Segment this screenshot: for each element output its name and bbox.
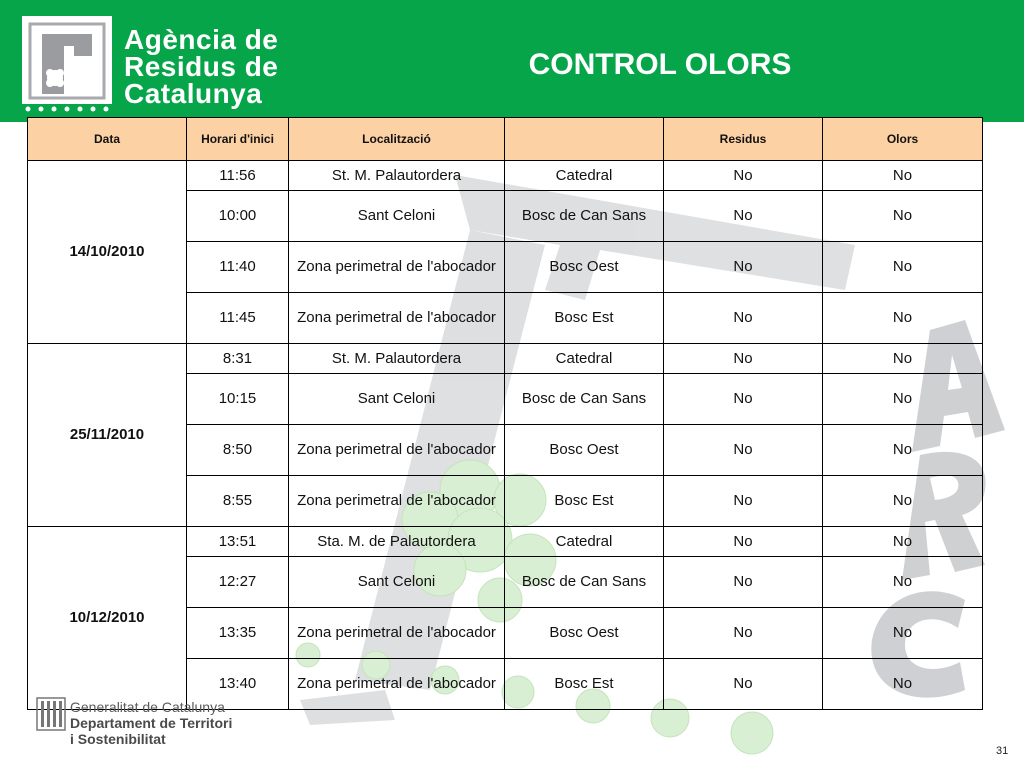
header-blank bbox=[505, 118, 664, 161]
residus-cell: No bbox=[664, 608, 823, 659]
location-cell: Zona perimetral de l'abocador bbox=[289, 476, 505, 527]
table-row bbox=[28, 161, 983, 191]
olors-cell: No bbox=[823, 293, 983, 344]
residus-cell: No bbox=[664, 344, 823, 374]
olors-cell: No bbox=[823, 374, 983, 425]
header-horari: Horari d'inici bbox=[187, 118, 289, 161]
olors-cell: No bbox=[823, 344, 983, 374]
point-cell: Catedral bbox=[505, 161, 664, 191]
slide-title: CONTROL OLORS bbox=[528, 48, 792, 81]
table-row bbox=[28, 527, 983, 557]
arc-r-icon bbox=[22, 16, 112, 104]
residus-cell: No bbox=[664, 425, 823, 476]
residus-cell: No bbox=[664, 659, 823, 710]
time-cell: 11:45 bbox=[187, 293, 289, 344]
location-cell: St. M. Palautordera bbox=[289, 161, 505, 191]
olors-cell: No bbox=[823, 608, 983, 659]
location-cell: Zona perimetral de l'abocador bbox=[289, 425, 505, 476]
time-cell: 10:00 bbox=[187, 191, 289, 242]
date-cell: 10/12/2010 bbox=[28, 527, 187, 710]
point-cell: Catedral bbox=[505, 527, 664, 557]
residus-cell: No bbox=[664, 476, 823, 527]
time-cell: 13:51 bbox=[187, 527, 289, 557]
location-cell: Zona perimetral de l'abocador bbox=[289, 242, 505, 293]
page-number: 31 bbox=[996, 745, 1009, 757]
logo-dots-icon bbox=[24, 103, 119, 115]
footer-line: i Sostenibilitat bbox=[70, 731, 166, 747]
time-cell: 13:35 bbox=[187, 608, 289, 659]
time-cell: 10:15 bbox=[187, 374, 289, 425]
olors-cell: No bbox=[823, 242, 983, 293]
time-cell: 8:31 bbox=[187, 344, 289, 374]
header-residus: Residus bbox=[664, 118, 823, 161]
agency-name-line: Catalunya bbox=[124, 78, 263, 109]
header-localitzacio: Localització bbox=[289, 118, 505, 161]
location-cell: Sant Celoni bbox=[289, 557, 505, 608]
time-cell: 8:55 bbox=[187, 476, 289, 527]
location-cell: Zona perimetral de l'abocador bbox=[289, 293, 505, 344]
table-row bbox=[28, 344, 983, 374]
point-cell: Bosc Est bbox=[505, 293, 664, 344]
location-cell: Zona perimetral de l'abocador bbox=[289, 659, 505, 710]
location-cell: Sant Celoni bbox=[289, 374, 505, 425]
residus-cell: No bbox=[664, 557, 823, 608]
date-cell: 25/11/2010 bbox=[28, 344, 187, 527]
location-cell: Zona perimetral de l'abocador bbox=[289, 608, 505, 659]
point-cell: Bosc Oest bbox=[505, 425, 664, 476]
footer-department bbox=[70, 699, 232, 747]
olors-cell: No bbox=[823, 161, 983, 191]
footer-line: Departament de Territori bbox=[70, 715, 233, 731]
time-cell: 8:50 bbox=[187, 425, 289, 476]
olors-cell: No bbox=[823, 557, 983, 608]
date-cell: 14/10/2010 bbox=[28, 161, 187, 344]
residus-cell: No bbox=[664, 191, 823, 242]
olors-cell: No bbox=[823, 191, 983, 242]
residus-cell: No bbox=[664, 293, 823, 344]
agency-name-line: Residus de bbox=[124, 51, 279, 82]
generalitat-emblem-icon bbox=[36, 697, 66, 731]
point-cell: Bosc Oest bbox=[505, 608, 664, 659]
olors-cell: No bbox=[823, 425, 983, 476]
odor-control-table bbox=[27, 117, 983, 710]
olors-cell: No bbox=[823, 659, 983, 710]
header-data: Data bbox=[28, 118, 187, 161]
agency-name-line: Agència de bbox=[124, 24, 279, 55]
point-cell: Bosc de Can Sans bbox=[505, 374, 664, 425]
table-header-row bbox=[28, 118, 983, 161]
residus-cell: No bbox=[664, 242, 823, 293]
time-cell: 13:40 bbox=[187, 659, 289, 710]
residus-cell: No bbox=[664, 527, 823, 557]
arc-logo-mark bbox=[22, 16, 112, 104]
residus-cell: No bbox=[664, 374, 823, 425]
point-cell: Bosc Est bbox=[505, 659, 664, 710]
olors-cell: No bbox=[823, 527, 983, 557]
point-cell: Bosc Oest bbox=[505, 242, 664, 293]
footer-line: Generalitat de Catalunya bbox=[70, 699, 225, 715]
point-cell: Bosc de Can Sans bbox=[505, 557, 664, 608]
olors-cell: No bbox=[823, 476, 983, 527]
point-cell: Catedral bbox=[505, 344, 664, 374]
location-cell: St. M. Palautordera bbox=[289, 344, 505, 374]
point-cell: Bosc de Can Sans bbox=[505, 191, 664, 242]
location-cell: Sant Celoni bbox=[289, 191, 505, 242]
point-cell: Bosc Est bbox=[505, 476, 664, 527]
agency-name bbox=[124, 26, 278, 107]
location-cell: Sta. M. de Palautordera bbox=[289, 527, 505, 557]
time-cell: 11:40 bbox=[187, 242, 289, 293]
header-olors: Olors bbox=[823, 118, 983, 161]
time-cell: 12:27 bbox=[187, 557, 289, 608]
time-cell: 11:56 bbox=[187, 161, 289, 191]
residus-cell: No bbox=[664, 161, 823, 191]
